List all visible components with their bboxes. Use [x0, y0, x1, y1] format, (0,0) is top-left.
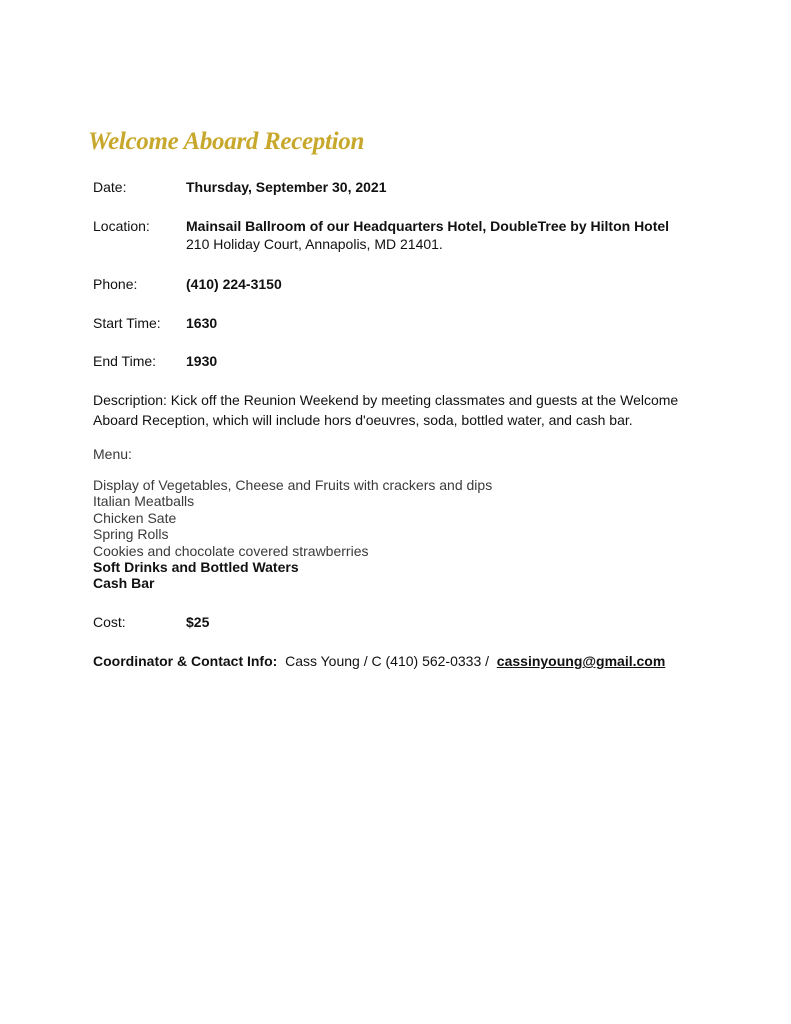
- location-value: Mainsail Ballroom of our Headquarters Hotel, DoubleTree by Hilton Hotel: [186, 218, 670, 234]
- menu-item: Cookies and chocolate covered strawberries: [93, 543, 369, 559]
- contact-line: [93, 653, 665, 669]
- description-line-1: Description: Kick off the Reunion Weekend by meeting classmates and guests at the Welcome: [93, 392, 679, 408]
- page-title: Welcome Aboard Reception: [88, 128, 365, 155]
- menu-label: Menu:: [93, 446, 132, 462]
- description-line-2: Aboard Reception, which will include hors d'oeuvres, soda, bottled water, and cash bar.: [93, 412, 633, 428]
- phone-value: (410) 224-3150: [186, 276, 282, 292]
- cost-label: Cost:: [93, 614, 126, 630]
- end-time-label: End Time:: [93, 353, 157, 369]
- phone-label: Phone:: [93, 276, 138, 292]
- menu-item: Display of Vegetables, Cheese and Fruits with crackers and dips: [93, 477, 493, 493]
- location-address: 210 Holiday Court, Annapolis, MD 21401.: [186, 236, 443, 252]
- menu-item: Chicken Sate: [93, 510, 177, 526]
- menu-item: Cash Bar: [93, 575, 155, 591]
- start-time-label: Start Time:: [93, 315, 161, 331]
- contact-text: Cass Young / C (410) 562-0333 /: [285, 653, 490, 669]
- date-value: Thursday, September 30, 2021: [186, 179, 387, 195]
- menu-item: Spring Rolls: [93, 526, 169, 542]
- contact-email-link[interactable]: cassinyoung@gmail.com: [496, 653, 666, 669]
- menu-item: Soft Drinks and Bottled Waters: [93, 559, 299, 575]
- start-time-value: 1630: [186, 315, 218, 331]
- end-time-value: 1930: [186, 353, 218, 369]
- date-label: Date:: [93, 179, 127, 195]
- cost-value: $25: [186, 614, 210, 630]
- contact-label: Coordinator & Contact Info:: [93, 653, 278, 669]
- location-label: Location:: [93, 218, 150, 234]
- menu-item: Italian Meatballs: [93, 493, 195, 509]
